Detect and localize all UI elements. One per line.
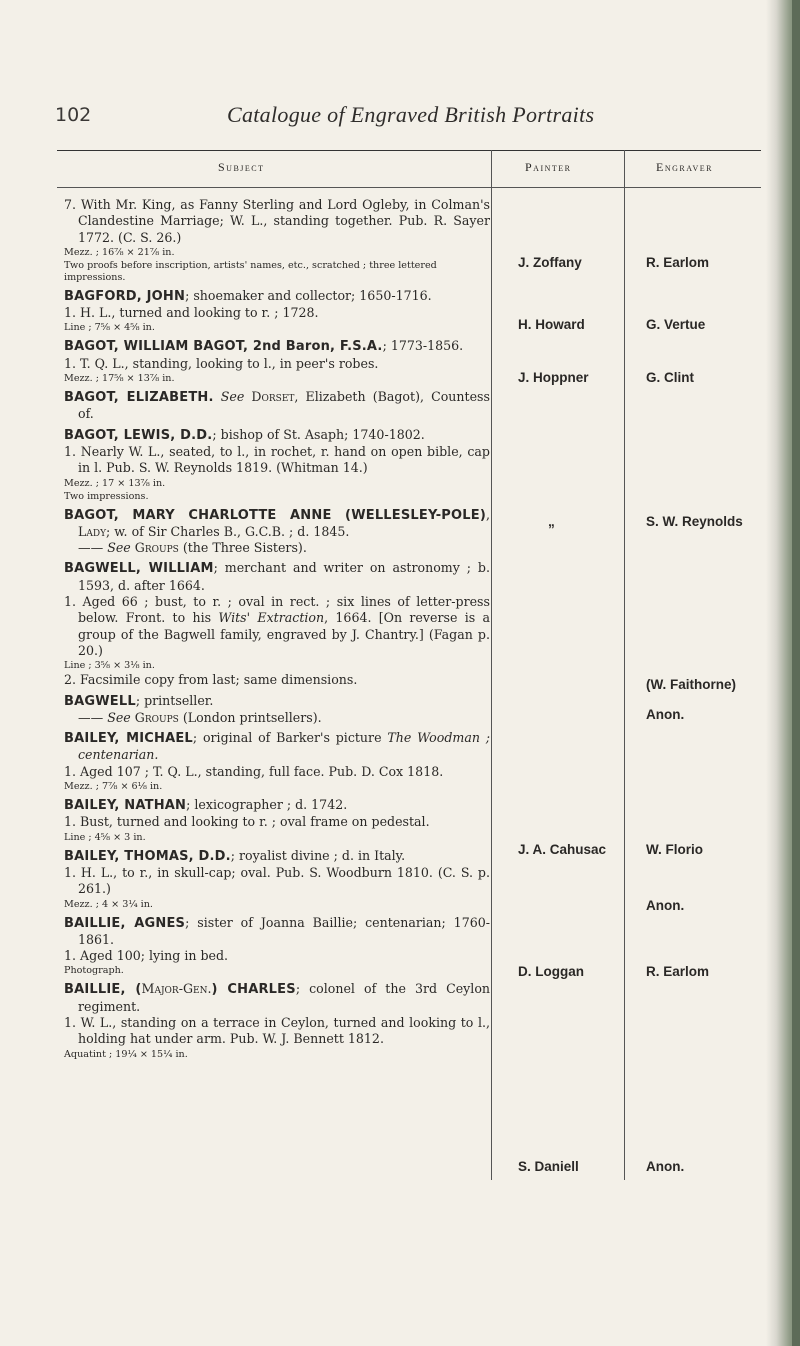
sitter-name: BAGOT, MARY CHARLOTTE ANNE (WELLESLEY-POLE) — [64, 507, 486, 523]
entry-note: Line ; 3⅝ × 3⅛ in. — [64, 660, 155, 672]
sitter-description: ; royalist divine ; d. in Italy. — [230, 847, 406, 863]
sitter-name: BAILEY, NATHAN — [64, 798, 187, 814]
painter-name: J. Hoppner — [518, 370, 589, 385]
engraver-name: R. Earlom — [646, 255, 710, 270]
see-line — [64, 710, 490, 726]
engraver-name: G. Clint — [646, 370, 694, 385]
engraver-name: R. Earlom — [646, 964, 710, 979]
entry-note: Mezz. ; 16⅞ × 21⅞ in. — [64, 246, 175, 258]
sitter-description: ; colonel of the 3rd Ceylon regiment. — [78, 981, 491, 1014]
entry-heading — [64, 338, 490, 355]
entry-line: 7. With Mr. King, as Fanny Sterling and Lord Ogleby, in Colman's Clandestine Marriage; W. L., standing together. Pub. R. Sayer 1772. (C. S. 26.) — [64, 197, 490, 245]
see-reference: See — [107, 540, 131, 556]
entry-heading — [64, 288, 490, 305]
painter-name: J. Zoffany — [518, 255, 582, 270]
entry-line: 1. Aged 107 ; T. Q. L., standing, full face. Pub. D. Cox 1818. — [64, 763, 444, 779]
entry-line: 1. H. L., to r., in skull-cap; oval. Pub. S. Woodburn 1810. (C. S. p. 261.) — [64, 864, 490, 897]
sitter-description: ; merchant and writer on astronomy ; b. 1593, d. after 1664. — [78, 560, 490, 593]
painter-name: S. Daniell — [518, 1159, 579, 1174]
entry-note: Line ; 7⅝ × 4⅝ in. — [64, 322, 155, 334]
sitter-name: BAGOT, ELIZABETH. — [64, 390, 214, 406]
entry-heading — [64, 848, 490, 865]
entry-line: 1. Nearly W. L., seated, to l., in rochet, r. hand on open bible, cap in l. Pub. S. W. Reynolds 1819. (Whitman 14.) — [64, 443, 490, 476]
sitter-description: ; w. of Sir Charles B., G.C.B. ; d. 1845. — [106, 523, 350, 539]
column-header-subject: Subject — [218, 160, 265, 174]
header-rule — [57, 187, 761, 188]
entry-heading — [64, 389, 490, 423]
entry-line: 1. Bust, turned and looking to r. ; oval frame on pedestal. — [64, 814, 430, 830]
entry-note: Two proofs before inscription, artists' names, etc., scratched ; three lettered impressions. — [64, 259, 437, 283]
cross-reference-detail: (London printsellers). — [182, 709, 322, 725]
entry-line: 1. H. L., turned and looking to r. ; 1728. — [64, 305, 319, 321]
see-reference: See — [220, 389, 245, 405]
running-title: Catalogue of Engraved British Portraits — [227, 102, 595, 127]
entry-heading — [64, 797, 490, 814]
entry-line: 1. Aged 100; lying in bed. — [64, 948, 229, 964]
sitter-name: ) CHARLES — [211, 982, 296, 998]
entry-text: 1. Aged 66 ; bust, to r. ; oval in rect. ; six lines of letter-press below. Front. to his — [64, 594, 490, 626]
engraver-name: S. W. Reynolds — [646, 514, 743, 529]
sitter-name: BAGFORD, JOHN — [64, 288, 186, 304]
entry-heading — [64, 427, 490, 444]
page-number: 102 — [55, 104, 92, 126]
dash: —— — [78, 709, 104, 725]
sitter-rank: Major-Gen. — [141, 981, 212, 997]
entry-heading — [64, 693, 490, 710]
sitter-description: ; original of Barker's picture — [192, 730, 382, 746]
see-reference: See — [107, 709, 131, 725]
entry-note: Aquatint ; 19¼ × 15¼ in. — [64, 1048, 188, 1060]
sitter-description: ; bishop of St. Asaph; 1740-1802. — [212, 426, 425, 442]
entry-note: Mezz. ; 17 × 13⅞ in. — [64, 477, 166, 489]
engraver-name: Anon. — [646, 707, 685, 722]
sitter-description: ; shoemaker and collector; 1650-1716. — [185, 287, 432, 303]
engraver-name: (W. Faithorne) — [646, 677, 736, 692]
sitter-description: ; lexicographer ; d. 1742. — [186, 797, 348, 813]
painter-name: D. Loggan — [518, 964, 584, 979]
picture-title: The Woodman ; centenarian. — [78, 730, 490, 763]
see-line — [64, 540, 490, 556]
sitter-name: BAILLIE, ( — [64, 982, 142, 998]
column-header-engraver: Engraver — [656, 160, 713, 174]
entry-heading — [64, 981, 490, 1015]
column-header-painter: Painter — [525, 160, 572, 174]
sitter-name: BAGOT, WILLIAM BAGOT, 2nd Baron, F.S.A. — [64, 339, 383, 355]
sitter-description: ; printseller. — [135, 692, 214, 708]
painter-name: J. A. Cahusac — [518, 842, 607, 857]
entry-note: Mezz. ; 7⅞ × 6⅛ in. — [64, 781, 163, 793]
sitter-description: ; sister of Joanna Baillie; centenarian; 1760-1861. — [78, 914, 490, 947]
cross-reference-detail: (the Three Sisters). — [182, 540, 307, 556]
entry-line: 1. T. Q. L., standing, looking to l., in peer's robes. — [64, 355, 379, 371]
entry-line — [64, 594, 490, 659]
sitter-name: BAGWELL — [64, 693, 136, 709]
entry-line: 1. W. L., standing on a terrace in Ceylon, turned and looking to l., holding hat under arm. Pub. W. J. Bennett 1812. — [64, 1014, 490, 1047]
cross-reference: Groups — [134, 709, 179, 725]
painter-name: H. Howard — [518, 317, 585, 332]
sitter-name: BAILEY, THOMAS, D.D. — [64, 848, 231, 864]
book-title: Wits' Extraction — [218, 610, 325, 626]
entry-note: Line ; 4⅝ × 3 in. — [64, 831, 146, 843]
sitter-name: BAGWELL, WILLIAM — [64, 561, 214, 577]
entry-heading — [64, 730, 490, 764]
top-rule — [57, 150, 761, 151]
column-divider-painter-engraver — [624, 150, 625, 1180]
subject-column — [64, 197, 490, 1061]
entry-note: Two impressions. — [64, 490, 149, 502]
entry-note: Mezz. ; 17⅝ × 13⅞ in. — [64, 373, 175, 385]
column-divider-subject-painter — [491, 150, 492, 1180]
engraver-name: G. Vertue — [646, 317, 706, 332]
page-edge-dark — [792, 0, 800, 1346]
sitter-name: BAILLIE, AGNES — [64, 915, 186, 931]
dash: —— — [78, 540, 104, 556]
entry-text: , 1664. [On reverse is a group of the Bagwell family, engraved by J. Chantry.] (Fagan p. 20.) — [78, 610, 490, 658]
painter-name: „ — [548, 514, 555, 529]
sitter-title: Lady — [78, 523, 107, 539]
entry-line: 2. Facsimile copy from last; same dimensions. — [64, 672, 358, 688]
sitter-description: , Elizabeth (Bagot), Countess of. — [78, 389, 490, 422]
entry-note: Photograph. — [64, 965, 124, 977]
entry-heading — [64, 560, 490, 594]
entry-heading: BAGOT, MARY CHARLOTTE ANNE (WELLESLEY-POLE), Lady; w. of Sir Charles B., G.C.B. ; d. 1845. — [64, 506, 490, 539]
sitter-description: ; 1773-1856. — [382, 338, 464, 354]
cross-reference: Dorset — [251, 389, 295, 405]
sitter-name: BAILEY, MICHAEL — [64, 731, 193, 747]
engraver-name: Anon. — [646, 898, 685, 913]
cross-reference: Groups — [134, 540, 179, 556]
engraver-name: W. Florio — [646, 842, 703, 857]
sitter-name: BAGOT, LEWIS, D.D. — [64, 427, 213, 443]
entry-note: Mezz. ; 4 × 3¼ in. — [64, 898, 153, 910]
entry-heading — [64, 915, 490, 949]
engraver-name: Anon. — [646, 1159, 685, 1174]
